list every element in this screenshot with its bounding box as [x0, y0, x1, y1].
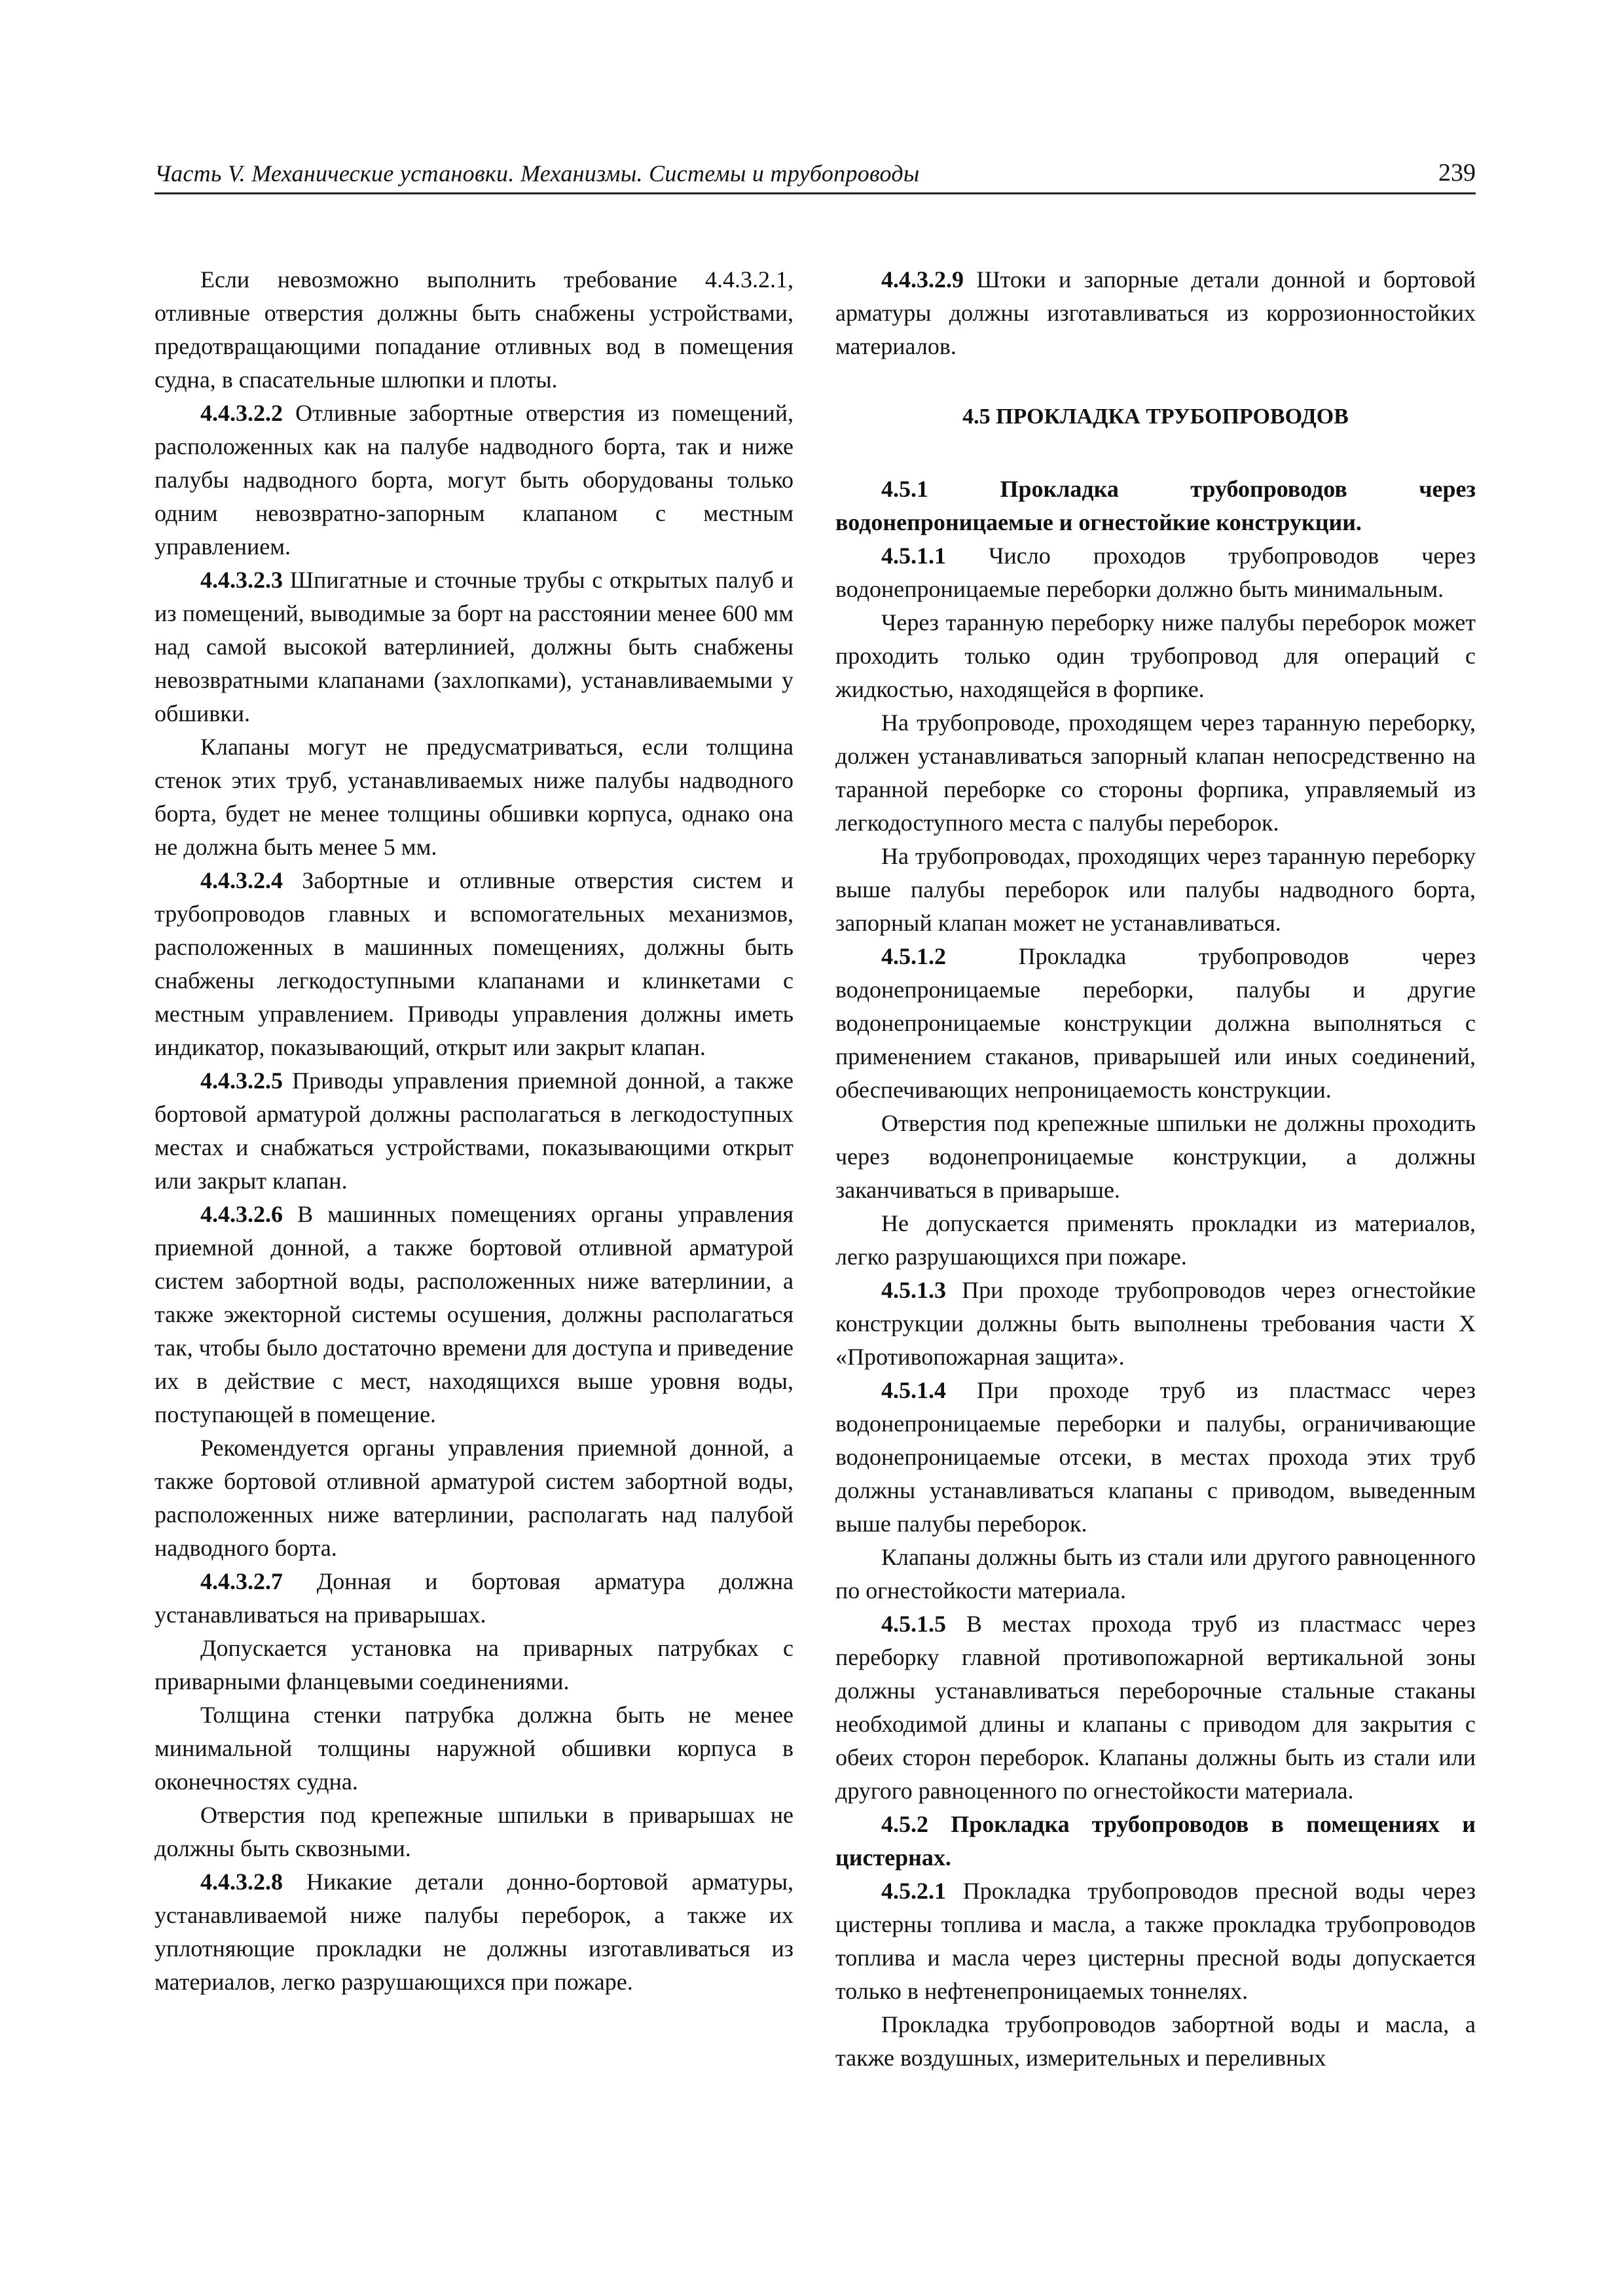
clause-number: 4.5.1.2 [881, 943, 946, 969]
paragraph [155, 1565, 793, 1632]
subsection-title-4-5-2: 4.5.2 Прокладка трубопроводов в помещениях и цистернах. [835, 1811, 1476, 1871]
paragraph [835, 1274, 1476, 1374]
paragraph-text: Прокладка трубопроводов пресной воды через цистерны топлива и масла, а также прокладка трубопроводов топлива и масла через цистерны пресной воды допускается только в нефтенепроницаемых тоннелях. [835, 1878, 1476, 2004]
clause-number: 4.5.2.1 [881, 1878, 946, 1904]
section-title: 4.5 ПРОКЛАДКА ТРУБОПРОВОДОВ [962, 404, 1349, 429]
paragraph [155, 1632, 793, 1698]
running-header [155, 152, 1476, 194]
paragraph-text: Клапаны должны быть из стали или другого равноценного по огнестойкости материала. [835, 1544, 1476, 1604]
paragraph [155, 1799, 793, 1865]
paragraph [835, 1541, 1476, 1607]
paragraph-text: Толщина стенки патрубка должна быть не менее минимальной толщины наружной обшивки корпуса в оконечностях судна. [155, 1702, 793, 1795]
paragraph [155, 397, 793, 564]
paragraph-text: Донная и бортовая арматура должна устанавливаться на приварышах. [155, 1568, 793, 1628]
paragraph [155, 864, 793, 1064]
header-title: Часть V. Механические установки. Механизмы. Системы и трубопроводы [155, 160, 920, 187]
paragraph-text: Допускается установка на приварных патрубках с приварными фланцевыми соединениями. [155, 1635, 793, 1695]
subsection-title-4-5-1: 4.5.1 Прокладка трубопроводов через водонепроницаемые и огнестойкие конструкции. [835, 476, 1476, 535]
paragraph [155, 730, 793, 864]
paragraph [835, 263, 1476, 363]
paragraph-text: Если невозможно выполнить требование 4.4.3.2.1, отливные отверстия должны быть снабжены устройствами, предотвращающими попадание отливных вод в помещения судна, в спасательные шлюпки и плоты. [155, 266, 793, 393]
paragraph [835, 706, 1476, 840]
paragraph [155, 1198, 793, 1431]
paragraph-text: Приводы управления приемной донной, а также бортовой арматурой должны располагаться в легкодоступных местах и снабжаться устройствами, показывающими открыт или закрыт клапан. [155, 1067, 793, 1194]
paragraph [835, 1107, 1476, 1207]
clause-number: 4.4.3.2.6 [200, 1201, 283, 1227]
paragraph [835, 840, 1476, 940]
paragraph-text: Прокладка трубопроводов забортной воды и масла, а также воздушных, измерительных и переливных [835, 2011, 1476, 2071]
paragraph [155, 1064, 793, 1198]
paragraph-text: Шпигатные и сточные трубы с открытых палуб и из помещений, выводимые за борт на расстоянии менее 600 мм над самой высокой ватерлинией, должны быть снабжены невозвратными клапанами (захлопками), устанавливаемыми у обшивки. [155, 567, 793, 726]
left-column [155, 263, 793, 1999]
paragraph-text: На трубопроводе, проходящем через таранную переборку, должен устанавливаться запорный клапан непосредственно на таранной переборке со стороны форпика, управляемый из легкодоступного места с палубы переборок. [835, 709, 1476, 836]
paragraph [155, 564, 793, 730]
clause-number: 4.5.1.5 [881, 1611, 946, 1637]
page-number: 239 [1438, 159, 1476, 187]
paragraph [155, 1698, 793, 1799]
paragraph [835, 539, 1476, 606]
paragraph-text: Рекомендуется органы управления приемной донной, а также бортовой отливной арматурой систем забортной воды, расположенных ниже ватерлинии, располагать над палубой надводного борта. [155, 1435, 793, 1561]
paragraph [835, 1874, 1476, 2008]
paragraph [155, 263, 793, 397]
paragraph-text: Забортные и отливные отверстия систем и трубопроводов главных и вспомогательных механизмов, расположенных в машинных помещениях, должны быть снабжены легкодоступными клапанами и клинкетами с местным управлением. Приводы управления должны иметь индикатор, показывающий, открыт или закрыт клапан. [155, 867, 793, 1060]
clause-number: 4.4.3.2.5 [200, 1067, 283, 1094]
paragraph [835, 1374, 1476, 1541]
clause-number: 4.4.3.2.7 [200, 1568, 283, 1594]
paragraph [835, 940, 1476, 1107]
paragraph-text: Не допускается применять прокладки из материалов, легко разрушающихся при пожаре. [835, 1210, 1476, 1270]
paragraph-text: При проходе труб из пластмасс через водонепроницаемые переборки и палубы, ограничивающие водонепроницаемые отсеки, в местах прохода этих труб должны устанавливаться клапаны с приводом, выведенным выше палубы переборок. [835, 1377, 1476, 1537]
paragraph-text: Отливные забортные отверстия из помещений, расположенных как на палубе надводного борта, так и ниже палубы надводного борта, могут быть оборудованы только одним невозвратно-запорным клапаном с местным управлением. [155, 400, 793, 560]
paragraph-text: Штоки и запорные детали донной и бортовой арматуры должны изготавливаться из коррозионностойких материалов. [835, 266, 1476, 359]
paragraph [155, 1431, 793, 1565]
clause-number: 4.5.1.3 [881, 1277, 946, 1303]
paragraph-text: Отверстия под крепежные шпильки не должны проходить через водонепроницаемые конструкции, а должны заканчиваться в приварыше. [835, 1110, 1476, 1203]
paragraph-text: Число проходов трубопроводов через водонепроницаемые переборки должно быть минимальным. [835, 543, 1476, 602]
paragraph [835, 2008, 1476, 2075]
paragraph [835, 1207, 1476, 1274]
paragraph-text: Отверстия под крепежные шпильки в приварышах не должны быть сквозными. [155, 1802, 793, 1861]
clause-number: 4.5.1.4 [881, 1377, 946, 1403]
clause-number: 4.4.3.2.9 [881, 266, 964, 293]
clause-number: 4.5.1.1 [881, 543, 946, 569]
paragraph-text: При проходе трубопроводов через огнестойкие конструкции должны быть выполнены требования части X «Противопожарная защита». [835, 1277, 1476, 1370]
paragraph-text: Через таранную переборку ниже палубы переборок может проходить только один трубопровод для операций с жидкостью, находящейся в форпике. [835, 609, 1476, 702]
paragraph [835, 1607, 1476, 1808]
paragraph-text: В местах прохода труб из пластмасс через переборку главной противопожарной вертикальной зоны должны устанавливаться переборочные стальные стаканы необходимой длины и клапаны с приводом для закрытия с обеих сторон переборок. Клапаны должны быть из стали или другого равноценного по огнестойкости материала. [835, 1611, 1476, 1804]
right-column [835, 263, 1476, 2075]
paragraph-text: Клапаны могут не предусматриваться, если толщина стенок этих труб, устанавливаемых ниже палубы надводного борта, будет не менее толщины обшивки корпуса, однако она не должна быть менее 5 мм. [155, 734, 793, 860]
paragraph-text: Прокладка трубопроводов через водонепроницаемые переборки, палубы и другие водонепроницаемые конструкции должна выполняться с применением стаканов, приварышей или иных соединений, обеспечивающих непроницаемость конструкции. [835, 943, 1476, 1103]
paragraph-text: В машинных помещениях органы управления приемной донной, а также бортовой отливной арматурой систем забортной воды, расположенных ниже ватерлинии, а также эжекторной системы осушения, должны располагаться так, чтобы было достаточно времени для доступа и приведение их в действие с мест, находящихся выше уровня воды, поступающей в помещение. [155, 1201, 793, 1427]
paragraph [835, 606, 1476, 706]
paragraph [155, 1865, 793, 1999]
clause-number: 4.4.3.2.3 [200, 567, 283, 593]
paragraph-text: Никакие детали донно-бортовой арматуры, устанавливаемой ниже палубы переборок, а также их уплотняющие прокладки не должны изготавливаться из материалов, легко разрушающихся при пожаре. [155, 1869, 793, 1995]
clause-number: 4.4.3.2.8 [200, 1869, 283, 1895]
clause-number: 4.4.3.2.2 [200, 400, 283, 426]
clause-number: 4.4.3.2.4 [200, 867, 283, 893]
paragraph-text: На трубопроводах, проходящих через таранную переборку выше палубы переборок или палубы надводного борта, запорный клапан может не устанавливаться. [835, 843, 1476, 936]
